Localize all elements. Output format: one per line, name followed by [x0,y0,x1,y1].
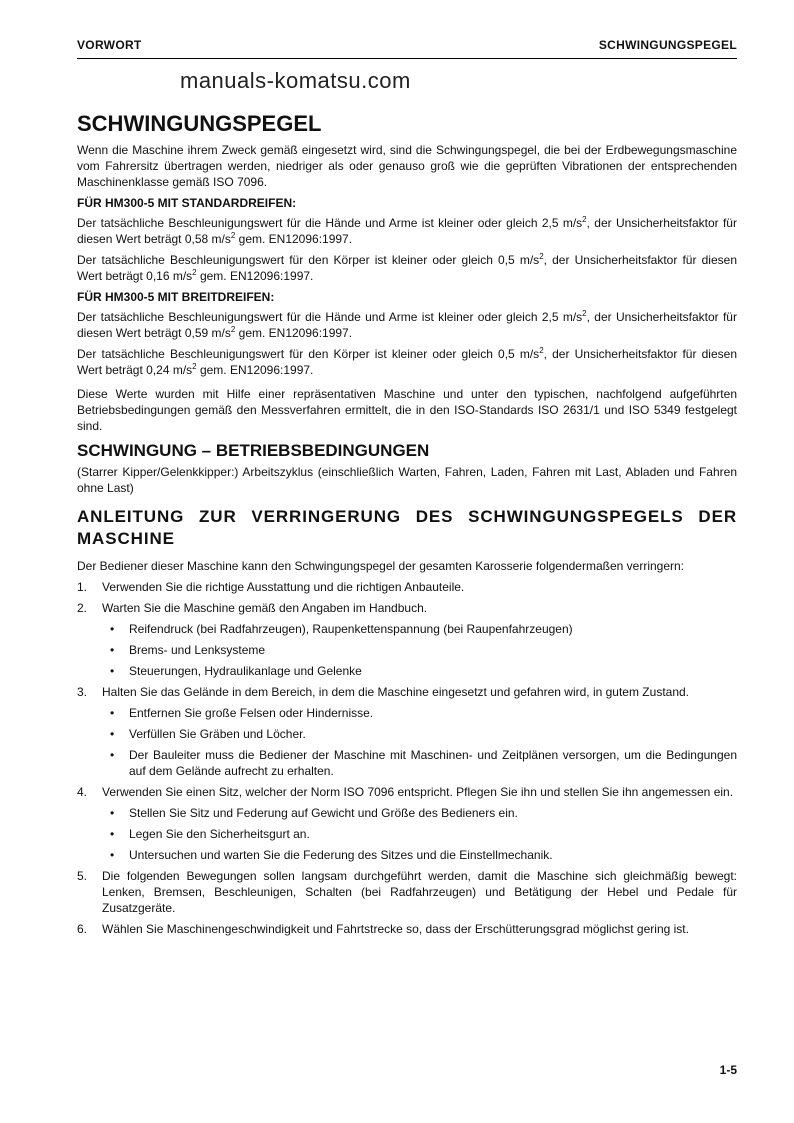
bullet-item: • Untersuchen und warten Sie die Federung des Sitzes und die Einstellmechanik. [102,847,737,863]
bullet-list [102,621,737,679]
item-text: Warten Sie die Maschine gemäß den Angaben im Handbuch. [102,601,428,615]
bullet-list [102,805,737,863]
bullet-item: • Entfernen Sie große Felsen oder Hindernisse. [102,705,737,721]
standard-body-paragraph: Der tatsächliche Beschleunigungswert für den Körper ist kleiner oder gleich 0,5 $m/s^2$, der Unsicherheitsfaktor für diesen Wert beträgt 0,16 $m/s^2$ gem. EN12096:1997. [77,252,737,283]
intro-paragraph: Wenn die Maschine ihrem Zweck gemäß eingesetzt wird, sind die Schwingungspegel, die bei der Erdbewegungsmaschine vom Fahrersitz übertragen werden, niedriger als oder genauso groß wie die geprüften Vibrationen der entsprechenden Maschinenklasse gemäß ISO 7096. [77,143,737,189]
item-number: 6. [77,922,88,936]
list-item [77,868,737,916]
wide-body-paragraph: Der tatsächliche Beschleunigungswert für den Körper ist kleiner oder gleich 0,5 $m/s^2$, der Unsicherheitsfaktor für diesen Wert beträgt 0,24 $m/s^2$ gem. EN12096:1997. [77,346,737,377]
page-number: 1-5 [719,1063,737,1077]
header-topic: SCHWINGUNGSPEGEL [598,38,737,52]
watermark: manuals-komatsu.com [180,68,411,93]
list-item [77,600,737,679]
standard-hands-arms-paragraph: Der tatsächliche Beschleunigungswert für die Hände und Arme ist kleiner oder gleich 2,5 $m/s^2$, der Unsicherheitsfaktor für diesen Wert beträgt 0,58 $m/s^2$ gem. EN12096:1997. [77,215,737,246]
item-number: 1. [77,580,88,594]
conditions-text: (Starrer Kipper/Gelenkkipper:) Arbeitszyklus (einschließlich Warten, Fahren, Laden, Fahren mit Last, Abladen und Fahren ohne Last) [77,465,737,495]
item-text: Halten Sie das Gelände in dem Bereich, in dem die Maschine eingesetzt und gefahren wird, in gutem Zustand. [102,685,690,699]
item-number: 4. [77,785,88,799]
bullet-item: • Steuerungen, Hydraulikanlage und Gelenke [102,663,737,679]
bullet-item: • Brems- und Lenksysteme [102,642,737,658]
wide-hands-arms-paragraph: Der tatsächliche Beschleunigungswert für die Hände und Arme ist kleiner oder gleich 2,5 $m/s^2$, der Unsicherheitsfaktor für diesen Wert beträgt 0,59 $m/s^2$ gem. EN12096:1997. [77,309,737,340]
item-number: 3. [77,685,88,699]
guide-heading: ANLEITUNG ZUR VERRINGERUNG DES SCHWINGUNGSPEGELS DER MASCHINE [77,507,737,548]
page-header [77,38,737,59]
list-item [77,579,737,595]
item-number: 5. [77,869,88,883]
item-text: Verwenden Sie die richtige Ausstattung und die richtigen Anbauteile. [102,580,465,594]
conditions-heading: SCHWINGUNG – BETRIEBSBEDINGUNGEN [77,441,430,460]
bullet-item: • Legen Sie den Sicherheitsgurt an. [102,826,737,842]
list-item [77,921,737,937]
item-number: 2. [77,601,88,615]
bullet-item: • Der Bauleiter muss die Bediener der Maschine mit Maschinen- und Zeitplänen versorgen, um die Bedingungen auf dem Gelände aufrecht zu erhalten. [102,747,737,779]
document-body [77,110,737,942]
list-item [77,784,737,863]
item-text: Die folgenden Bewegungen sollen langsam durchgeführt werden, damit die Maschine sich gleichmäßig bewegt: Lenken, Bremsen, Beschleunigen, Schalten (bei Radfahrzeugen) und Betätigung der Hebel und Pedale für Zusatzgeräte. [102,869,737,915]
standard-tires-heading: FÜR HM300-5 MIT STANDARDREIFEN: [77,196,297,210]
page-title: SCHWINGUNGSPEGEL [77,111,322,136]
guide-intro: Der Bediener dieser Maschine kann den Schwingungspegel der gesamten Karosserie folgendermaßen verringern: [77,559,685,573]
item-text: Verwenden Sie einen Sitz, welcher der Norm ISO 7096 entspricht. Pflegen Sie ihn und stellen Sie ihn angemessen ein. [102,785,734,799]
bullet-item: • Reifendruck (bei Radfahrzeugen), Raupenkettenspannung (bei Raupenfahrzeugen) [102,621,737,637]
header-section: VORWORT [77,38,142,52]
wide-tires-heading: FÜR HM300-5 MIT BREITDREIFEN: [77,290,275,304]
bullet-item: • Verfüllen Sie Gräben und Löcher. [102,726,737,742]
guide-list [77,579,737,937]
bullet-list [102,705,737,779]
bullet-item: • Stellen Sie Sitz und Federung auf Gewicht und Größe des Bedieners ein. [102,805,737,821]
values-note-paragraph: Diese Werte wurden mit Hilfe einer repräsentativen Maschine und unter den typischen, nachfolgend aufgeführten Betriebsbedingungen gemäß den Messverfahren ermittelt, die in den ISO-Standards ISO 2631/1 und ISO 5349 festgelegt sind. [77,387,737,433]
item-text: Wählen Sie Maschinengeschwindigkeit und Fahrtstrecke so, dass der Erschütterungsgrad möglichst gering ist. [102,922,689,936]
list-item [77,684,737,779]
